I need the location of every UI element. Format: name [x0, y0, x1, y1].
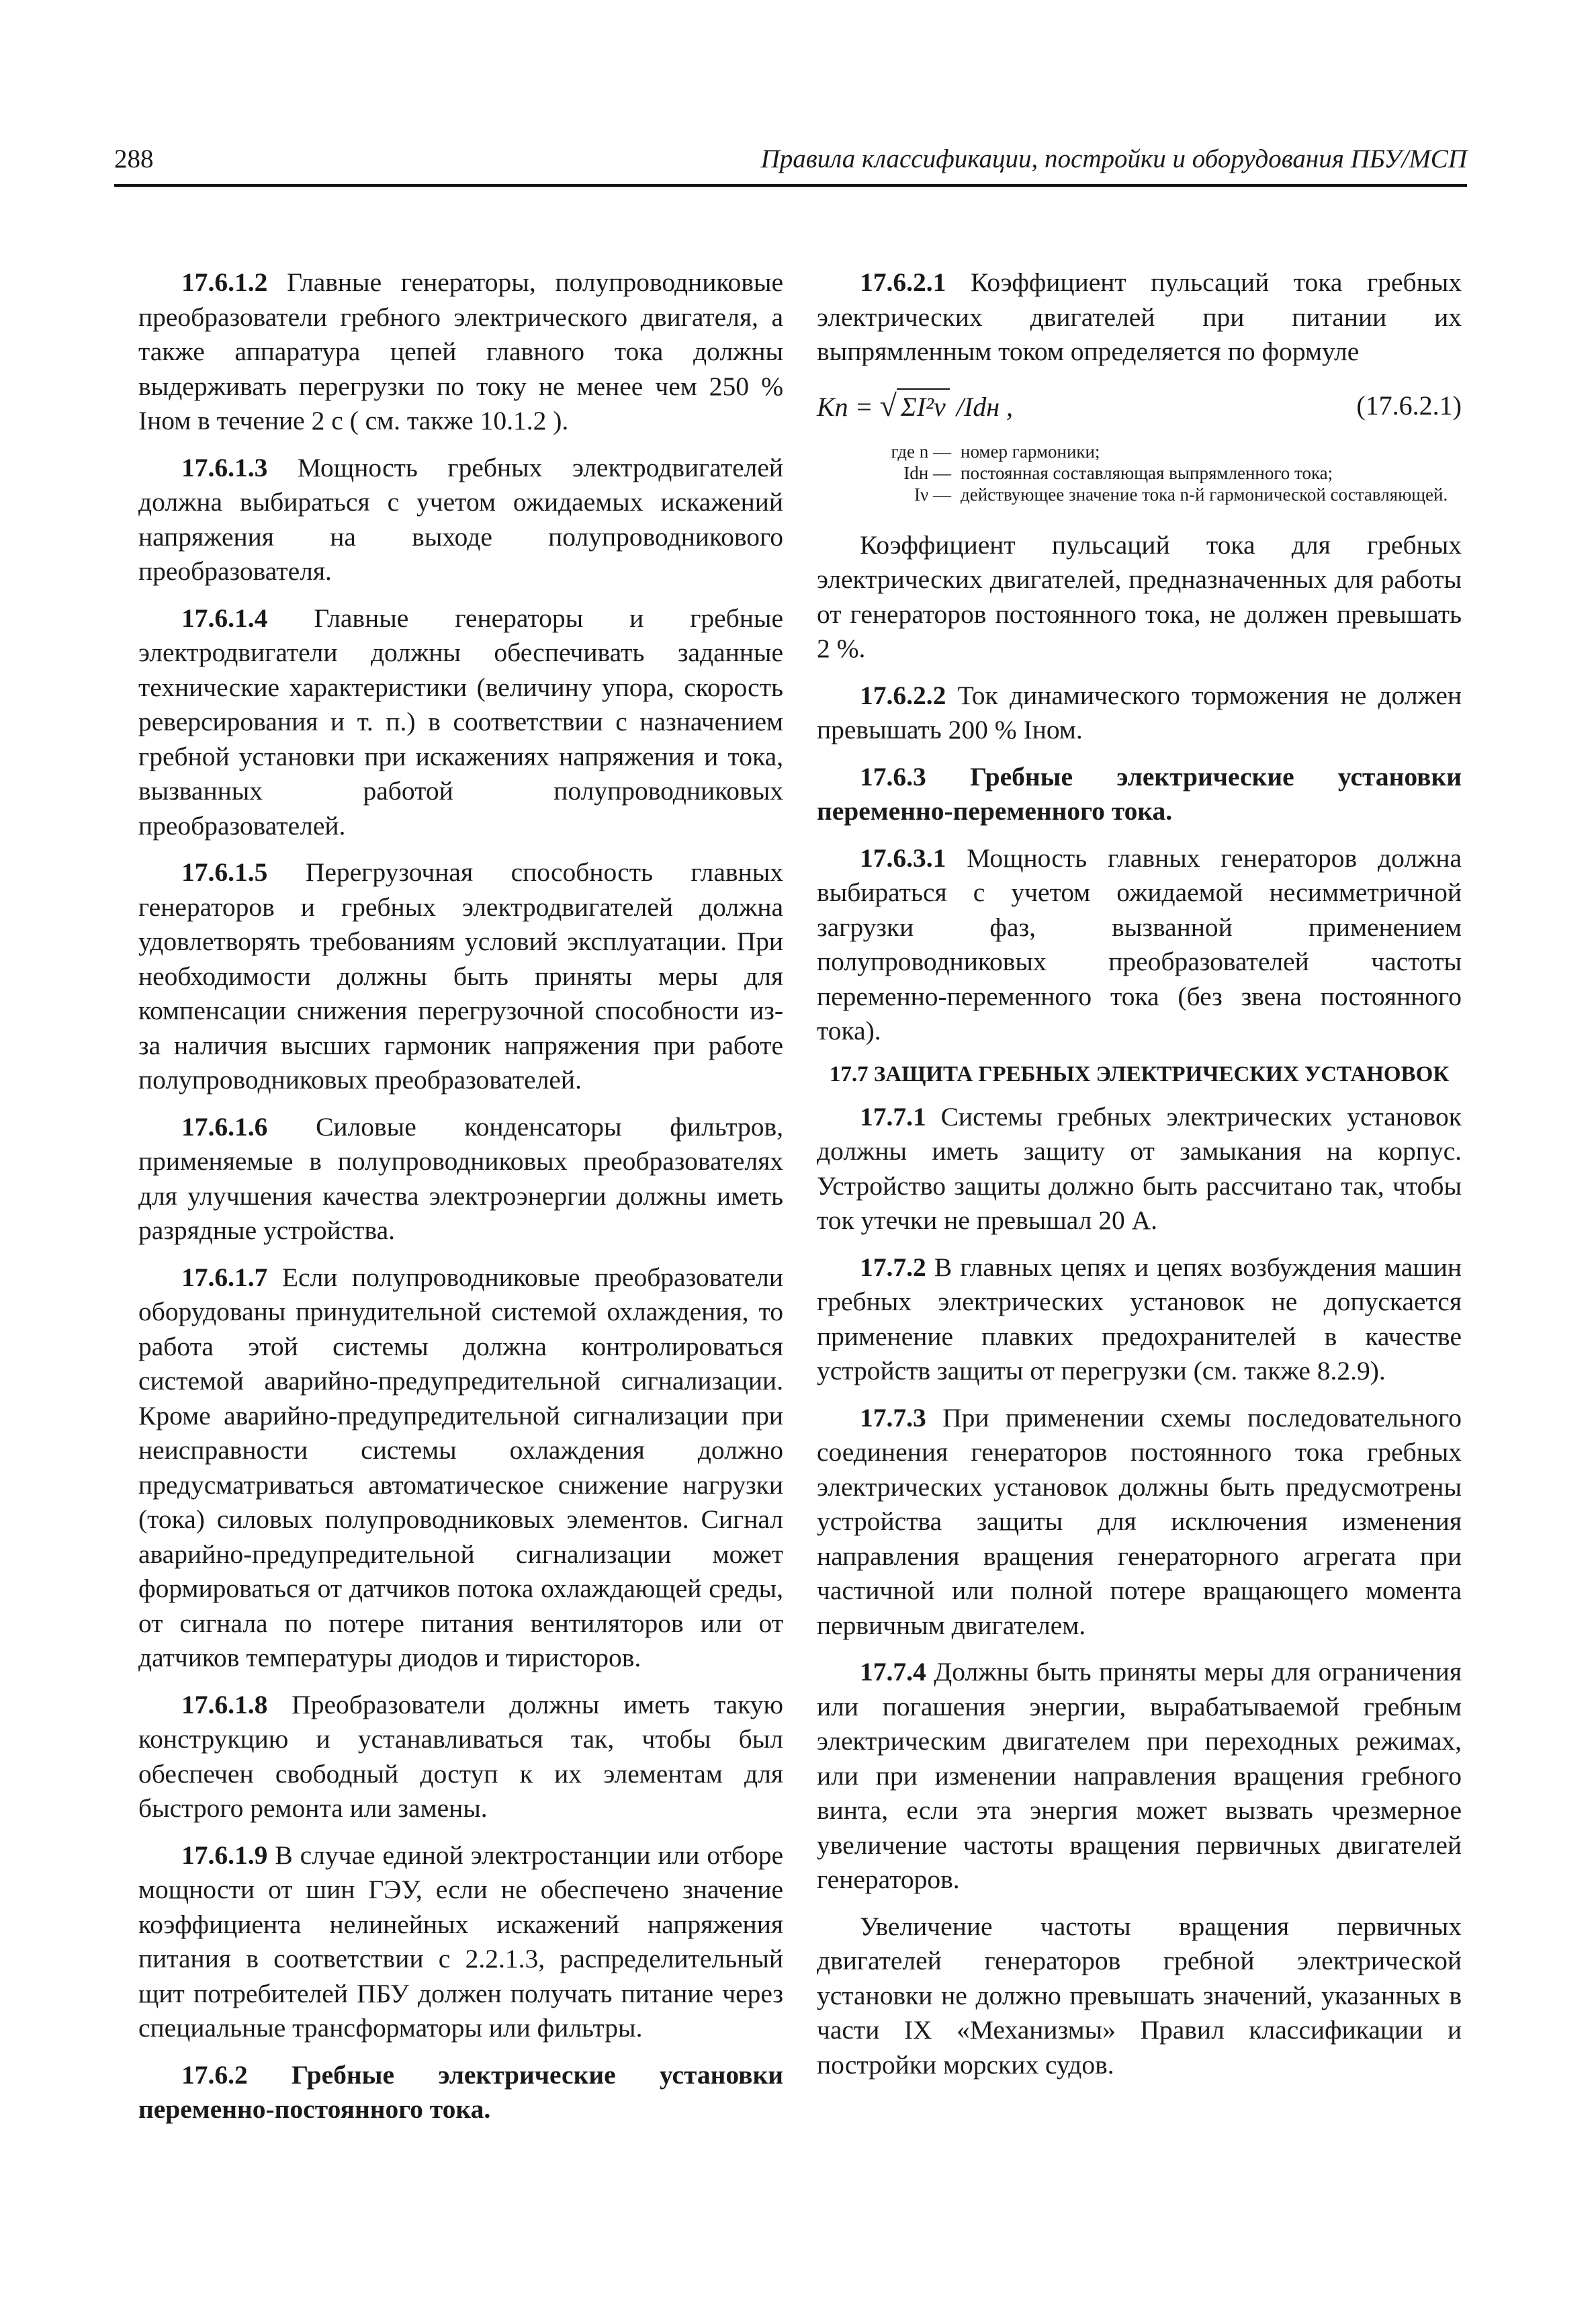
paragraph-17-6-1-6 — [138, 1110, 783, 1248]
clause-number: 17.6.1.3 — [181, 452, 268, 482]
formula-rhs: /Idн , — [949, 391, 1014, 422]
clause-text: Силовые конденсаторы фильтров, применяемые в полупроводниковых преобразователях для улучшения качества электроэнергии должны иметь разрядные устройства. — [138, 1111, 783, 1245]
running-title: Правила классификации, постройки и оборудования ПБУ/МСП — [760, 144, 1467, 173]
clause-number: 17.6.1.7 — [181, 1262, 268, 1292]
clause-text: Гребные электрические установки переменно-постоянного тока. — [138, 2059, 783, 2124]
formula-legend — [817, 441, 1462, 505]
legend-text: номер гармоники; — [961, 441, 1100, 462]
formula-radicand: ΣI²ν — [897, 388, 950, 425]
clause-number: 17.7.1 — [860, 1101, 926, 1131]
clause-text: Главные генераторы и гребные электродвигатели должны обеспечивать заданные технические характеристики (величину упора, скорость реверсирования и т. п.) в соответствии с назначением гребной установки при искажениях напряжения и тока, вызванных работой полупроводниковых преобразователей. — [138, 603, 783, 841]
clause-number: 17.6.2.2 — [860, 680, 946, 710]
subsection-heading-17-6-2 — [138, 2058, 783, 2127]
paragraph-17-6-2-1 — [817, 265, 1462, 370]
subsection-heading-17-6-3 — [817, 760, 1462, 829]
clause-number: 17.6.1.9 — [181, 1840, 268, 1870]
paragraph-17-7-4 — [817, 1655, 1462, 1897]
paragraph-17-6-1-3 — [138, 451, 783, 589]
legend-row — [817, 462, 1462, 484]
paragraph-ripple-limit: Коэффициент пульсаций тока для гребных электрических двигателей, предназначенных для работы от генераторов постоянного тока, не должен превышать 2 %. — [817, 529, 1462, 663]
paragraph-17-6-3-1 — [817, 841, 1462, 1049]
clause-number: 17.6.3.1 — [860, 843, 946, 873]
legend-symbol: Idн — — [903, 462, 951, 483]
clause-text: Гребные электрические установки переменно-переменного тока. — [817, 761, 1462, 826]
legend-symbol: где n — — [891, 441, 951, 462]
clause-text: Перегрузочная способность главных генераторов и гребных электродвигателей должна удовлетворять требованиям условий эксплуатации. При необходимости должны быть приняты меры для компенсации снижения перегрузочной способности из-за наличия высших гармоник напряжения при работе полупроводниковых преобразователей. — [138, 857, 783, 1095]
clause-text: Мощность гребных электродвигателей должна выбираться с учетом ожидаемых искажений напряжения на выходе полупроводникового преобразователя. — [138, 452, 783, 586]
clause-number: 17.6.1.4 — [181, 603, 268, 633]
clause-number: 17.6.2.1 — [860, 267, 946, 297]
paragraph-17-6-1-4 — [138, 601, 783, 844]
paragraph-17-6-1-7 — [138, 1261, 783, 1676]
clause-number: 17.7.2 — [860, 1252, 926, 1282]
left-column — [138, 265, 783, 2139]
clause-number: 17.6.2 — [181, 2059, 248, 2090]
paragraph-17-6-1-9 — [138, 1838, 783, 2046]
sqrt-symbol: √ — [879, 388, 897, 423]
formula-expression — [817, 388, 1013, 425]
clause-number: 17.6.1.2 — [181, 267, 268, 297]
paragraph-17-6-1-5 — [138, 855, 783, 1098]
paragraph-17-6-2-2 — [817, 679, 1462, 748]
clause-text: Системы гребных электрических установок должны иметь защиту от замыкания на корпус. Устройство защиты должно быть рассчитано так, чтобы ток утечки не превышал 20 А. — [817, 1101, 1462, 1235]
page-header — [114, 144, 1467, 187]
formula-17-6-2-1 — [817, 382, 1462, 434]
clause-text: Ток динамического торможения не должен превышать 200 % Iном. — [817, 680, 1462, 744]
formula-lhs: Kп = — [817, 391, 873, 422]
clause-text: В случае единой электростанции или отборе мощности от шин ГЭУ, если не обеспечено значение коэффициента нелинейных искажений напряжения питания в соответствии с 2.2.1.3, распределительный щит потребителей ПБУ должен получать питание через специальные трансформаторы или фильтры. — [138, 1840, 783, 2043]
legend-symbol: Iν — — [914, 484, 951, 505]
paragraph-17-6-1-2 — [138, 265, 783, 439]
legend-text: действующее значение тока n-й гармонической составляющей. — [961, 484, 1448, 505]
right-column — [817, 265, 1462, 2094]
legend-row — [817, 441, 1462, 462]
clause-number: 17.6.1.6 — [181, 1111, 268, 1142]
formula-number: (17.6.2.1) — [1356, 390, 1462, 421]
clause-text: При применении схемы последовательного соединения генераторов постоянного тока гребных электрических установок должны быть предусмотрены устройства защиты для исключения изменения направления вращения генераторного агрегата при частичной или полной потере вращающего момента первичным двигателем. — [817, 1402, 1462, 1640]
paragraph-17-7-2 — [817, 1250, 1462, 1389]
clause-text: Главные генераторы, полупроводниковые преобразователи гребного электрического двигателя, а также аппаратура цепей главного тока должны выдерживать перегрузки по току не менее чем 250 % Iном в течение 2 с ( см. также 10.1.2 ). — [138, 267, 783, 435]
legend-text: постоянная составляющая выпрямленного тока; — [961, 462, 1333, 483]
paragraph-17-7-1 — [817, 1100, 1462, 1238]
clause-number: 17.6.1.8 — [181, 1689, 268, 1719]
clause-number: 17.7.4 — [860, 1657, 926, 1686]
clause-text: Если полупроводниковые преобразователи оборудованы принудительной системой охлаждения, то работа этой системы должна контролироваться системой аварийно-предупредительной сигнализации. Кроме аварийно-предупредительной сигнализации при неисправности системы охлаждения должно предусматриваться автоматическое снижение нагрузки (тока) силовых полупроводниковых элементов. Сигнал аварийно-предупредительной сигнализации может формироваться от датчиков потока охлаждающей среды, от сигнала по потере питания вентиляторов или от датчиков температуры диодов и тиристоров. — [138, 1262, 783, 1672]
clause-number: 17.6.3 — [860, 761, 926, 792]
clause-number: 17.6.1.5 — [181, 857, 268, 887]
paragraph-speed-limit: Увеличение частоты вращения первичных двигателей генераторов гребной электрической установки не должно превышать значений, указанных в части IX «Механизмы» Правил классификации и постройки морских судов. — [817, 1911, 1462, 2080]
clause-text: В главных цепях и цепях возбуждения машин гребных электрических установок не допускается применение плавких предохранителей в качестве устройств защиты от перегрузки (см. также 8.2.9). — [817, 1252, 1462, 1385]
paragraph-17-6-1-8 — [138, 1688, 783, 1826]
clause-text: Должны быть приняты меры для ограничения или погашения энергии, вырабатываемой гребным электрическим двигателем при переходных режимах, или при изменении направления вращения гребного винта, если эта энергия может вызвать чрезмерное увеличение частоты вращения первичных двигателей генераторов. — [817, 1657, 1462, 1894]
clause-text: Коэффициент пульсаций тока гребных электрических двигателей при питании их выпрямленным током определяется по формуле — [817, 267, 1462, 366]
paragraph-17-7-3 — [817, 1401, 1462, 1643]
page-number: 288 — [114, 144, 154, 173]
legend-row — [817, 484, 1462, 505]
clause-text: Мощность главных генераторов должна выбираться с учетом ожидаемой несимметричной загрузки фаз, вызванной применением полупроводниковых преобразователей частоты переменно-переменного тока (без звена постоянного тока). — [817, 843, 1462, 1045]
section-title-17-7: 17.7 ЗАЩИТА ГРЕБНЫХ ЭЛЕКТРИЧЕСКИХ УСТАНОВОК — [829, 1062, 1450, 1086]
clause-text: Преобразователи должны иметь такую конструкцию и устанавливаться так, чтобы был обеспечен свободный доступ к их элементам для быстрого ремонта или замены. — [138, 1689, 783, 1823]
clause-number: 17.7.3 — [860, 1402, 926, 1433]
